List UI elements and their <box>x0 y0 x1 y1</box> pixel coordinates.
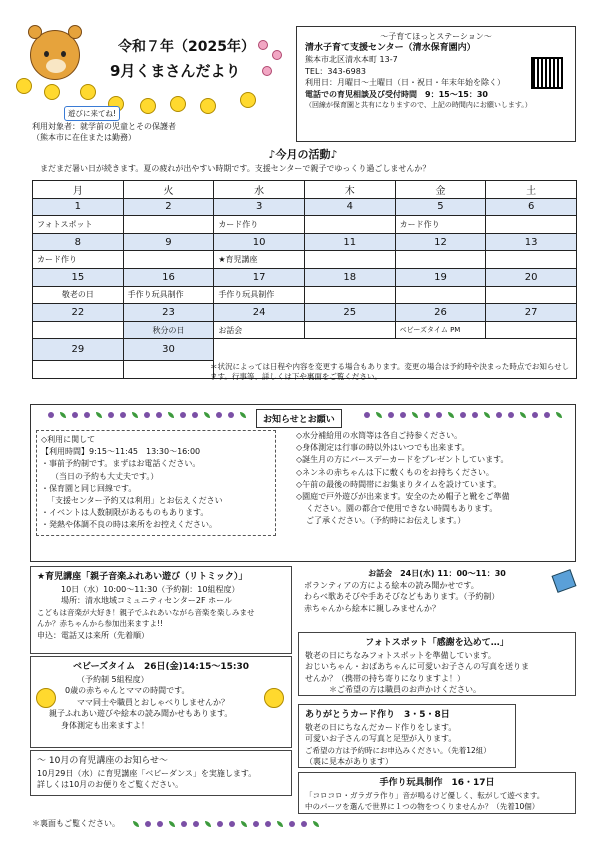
flower-icon <box>262 66 272 76</box>
intro-text: まだまだ暑い日が続きます。夏の疲れが出やすい時期です。支援センターで親子でゆっくり過ごしませんか？ <box>40 164 431 173</box>
event-cell: ★育児講座 <box>214 251 305 269</box>
date-cell: 29 <box>33 339 124 361</box>
calendar-date-row <box>33 339 577 361</box>
chick-icon <box>264 688 284 708</box>
event-cell: 手作り玩具制作 <box>123 286 214 304</box>
date-cell: 16 <box>123 268 214 286</box>
grape-vine-icon <box>45 411 249 423</box>
event-cell <box>123 251 214 269</box>
date-cell: 17 <box>214 268 305 286</box>
card-making-box: ありがとうカード作り 3・5・8日 敬老の日にちなんだカード作りをします。 可愛いお子さんの写真と足型が入ります。 ご希望の方は予約時にお申込みください。（先着12組） （裏に見本があります） <box>298 704 516 768</box>
chick-icon <box>140 98 156 114</box>
date-cell: 13 <box>486 233 577 251</box>
calendar-note-cell <box>214 339 577 361</box>
toy-title: 手作り玩具制作 16・17日 <box>379 778 495 788</box>
month-activities-heading: ♪今月の活動♪ <box>268 148 338 161</box>
bear-mascot-icon <box>30 30 80 80</box>
calendar-date-row <box>33 268 577 286</box>
photo-spot-box: フォトスポット「感謝を込めて…」 敬老の日にちなみフォトスポットを準備しています。 おじいちゃん・おばあちゃんに可愛いお子さんの写真を送りま せんか？（携帯の持ち寄りになりますよ！） ＊ご希望の方は職員のお声かけください。 <box>298 632 576 696</box>
event-cell: カード作り <box>214 216 305 234</box>
chick-icon <box>80 84 96 100</box>
notice-title: お知らせとお願い <box>256 409 342 428</box>
calendar-event-row <box>33 321 577 339</box>
event-cell <box>33 321 124 339</box>
event-cell <box>395 286 486 304</box>
center-phone-hours: 電話での育児相談及び受付時間 9：15～15：30 <box>305 89 488 99</box>
year-title: 令和７年（2025年） <box>118 39 255 55</box>
photo-title: フォトスポット「感謝を込めて…」 <box>365 638 509 648</box>
date-cell: 20 <box>486 268 577 286</box>
calendar-date-row <box>33 233 577 251</box>
chick-icon <box>240 92 256 108</box>
chick-icon <box>200 98 216 114</box>
center-note: （回線が保育園と共有になりますので、上記の時間内にお願いします。） <box>305 101 532 109</box>
date-cell: 19 <box>395 268 486 286</box>
activity-calendar <box>32 180 577 379</box>
calendar-date-row <box>33 304 577 322</box>
chick-icon <box>36 688 56 708</box>
event-cell <box>486 216 577 234</box>
welcome-badge: 遊びに来てね! <box>64 106 120 121</box>
event-cell <box>486 251 577 269</box>
story-title: お話会 24日(水) 11：00～11：30 <box>368 569 506 578</box>
weekday-cell: 火 <box>123 181 214 199</box>
chick-icon <box>170 96 186 112</box>
calendar-event-row <box>33 216 577 234</box>
event-cell: カード作り <box>33 251 124 269</box>
calendar-note: ＊状況によっては日程や内容を変更する場合もあります。変更の場合は予約時や決まった時点でお知らせします。行事等、詳しくは下や裏面をご覧ください。 <box>210 362 570 381</box>
babies-time-box: ベビーズタイム 26日(金)14:15～15:30 （予約制 5組程度） 0歳の赤ちゃんとママの時間です。 ママ同士や職員とおしゃべりしませんか？ 親子ふれあい遊びや絵本の読み聞かせもあります。 身体測定も出来ますよ！ <box>30 656 292 748</box>
date-cell: 23 <box>123 304 214 322</box>
event-cell <box>486 286 577 304</box>
event-cell: 敬老の日 <box>33 286 124 304</box>
event-cell: フォトスポット <box>33 216 124 234</box>
center-address: 熊本市北区清水本町 13-7 <box>305 55 398 64</box>
date-cell: 11 <box>304 233 395 251</box>
event-cell: 手作り玩具制作 <box>214 286 305 304</box>
lecture-box: ★育児講座「親子音楽ふれあい遊び（リトミック）」 10日（水）10:00～11:30（予約制：10組程度） 場所：清水地域コミュニティセンター2F ホール こどもは音楽が大好き！親子でふれあいながら音楽を楽しみませ んか？赤ちゃんから参加出来ますよ!! 申込：電話又は来所（先着順） <box>30 566 292 654</box>
weekday-cell: 土 <box>486 181 577 199</box>
grape-vine-icon <box>130 820 322 832</box>
event-cell: お話会 <box>214 321 305 339</box>
event-cell: カード作り <box>395 216 486 234</box>
qr-code-icon[interactable] <box>531 57 563 89</box>
date-cell: 10 <box>214 233 305 251</box>
flower-icon <box>272 50 282 60</box>
weekday-cell: 金 <box>395 181 486 199</box>
date-cell: 22 <box>33 304 124 322</box>
date-cell: 9 <box>123 233 214 251</box>
calendar-event-row <box>33 251 577 269</box>
event-cell: 秋分の日 <box>123 321 214 339</box>
date-cell: 8 <box>33 233 124 251</box>
date-cell: 30 <box>123 339 214 361</box>
center-subtitle: ～子育てほっとステーション～ <box>380 32 492 41</box>
center-name: 清水子育て支援センター（清水保育園内） <box>305 42 476 53</box>
calendar-weekday-row <box>33 181 577 199</box>
calendar-event-row <box>33 286 577 304</box>
lecture-title: ★育児講座「親子音楽ふれあい遊び（リトミック）」 <box>37 572 248 582</box>
weekday-cell: 月 <box>33 181 124 199</box>
center-tel: TEL：343-6983 <box>305 66 366 76</box>
flower-icon <box>258 40 268 50</box>
date-cell: 24 <box>214 304 305 322</box>
weekday-cell: 木 <box>304 181 395 199</box>
newsletter-title: 9月くまさんだより <box>110 62 241 80</box>
event-cell <box>33 361 124 379</box>
grape-vine-icon <box>361 411 565 423</box>
event-cell <box>304 251 395 269</box>
center-hours: 利用日：月曜日～土曜日（日・祝日・年末年始を除く） <box>305 78 505 87</box>
date-cell: 27 <box>486 304 577 322</box>
date-cell: 3 <box>214 198 305 216</box>
card-title: ありがとうカード作り 3・5・8日 <box>305 710 450 720</box>
event-cell <box>304 216 395 234</box>
october-lecture-box: ～ 10月の育児講座のお知らせ～ 10月29日（水）に育児講座「ベビーダンス」を実施します。 詳しくは10月のお便りをご覧ください。 <box>30 750 292 796</box>
calendar-date-row <box>33 198 577 216</box>
chick-icon <box>44 84 60 100</box>
date-cell: 1 <box>33 198 124 216</box>
event-cell <box>123 216 214 234</box>
babies-title: ベビーズタイム 26日(金)14:15～15:30 <box>72 662 250 672</box>
october-title: ～ 10月の育児講座のお知らせ～ <box>37 756 169 766</box>
event-cell <box>395 251 486 269</box>
event-cell <box>304 286 395 304</box>
event-cell <box>304 321 395 339</box>
date-cell: 5 <box>395 198 486 216</box>
date-cell: 18 <box>304 268 395 286</box>
requests-list: ◇水分補給用の水筒等は各自ご持参ください。 ◇身体測定は行事の時以外はいつでも出来ます。 ◇誕生月の方にバースデーカードをプレゼントしています。 ◇ネンネの赤ちゃんは下に敷くものをお持ちください。 ◇午前の最後の時間帯にお集まりタイムを設けています。 ◇園庭で戸外遊びが出来ます。安全のため帽子と靴をご準備 ください。園の都合で使用できない時間もあります。 ご了承ください。（予約時にお伝えします。） <box>296 431 510 526</box>
center-info-box <box>296 26 576 142</box>
target-users: 利用対象者：就学前の児童とその保護者 （熊本市に在住または勤務） <box>32 122 176 142</box>
date-cell: 26 <box>395 304 486 322</box>
date-cell: 6 <box>486 198 577 216</box>
date-cell: 25 <box>304 304 395 322</box>
toy-making-box: 手作り玩具制作 16・17日 「コロコロ・ガラガラ作り」音が鳴るけど優しく、転がして遊べます。 中のパーツを選んで世界に１つの物をつくりませんか？（先着10個） <box>298 772 576 814</box>
story-box: お話会 24日(水) 11：00～11：30 ボランティアの方による絵本の読み聞かせです。 わらべ歌あそびや手あそびなどもあります。（予約制） 赤ちゃんから絵本に親しみませんか？ <box>304 569 506 613</box>
date-cell: 2 <box>123 198 214 216</box>
date-cell: 15 <box>33 268 124 286</box>
chick-icon <box>16 78 32 94</box>
weekday-cell: 水 <box>214 181 305 199</box>
footer-note: ＊裏面もご覧ください。 <box>32 819 120 828</box>
event-cell <box>123 361 214 379</box>
event-cell: ベビーズタイム PM <box>395 321 486 339</box>
event-cell <box>486 321 577 339</box>
date-cell: 4 <box>304 198 395 216</box>
usage-notes: ◇利用に関して 【利用時間】9:15～11:45 13:30～16:00 ・事前予約制です。まずはお電話ください。 （当日の予約も大丈夫です。） ・保育園と同じ回線です。 「支援センター予約又は利用」とお伝えください ・イベントは人数制限があるものもあります。 ・発熱や体調不良の時は来所をお控えください。 <box>36 430 276 536</box>
date-cell: 12 <box>395 233 486 251</box>
